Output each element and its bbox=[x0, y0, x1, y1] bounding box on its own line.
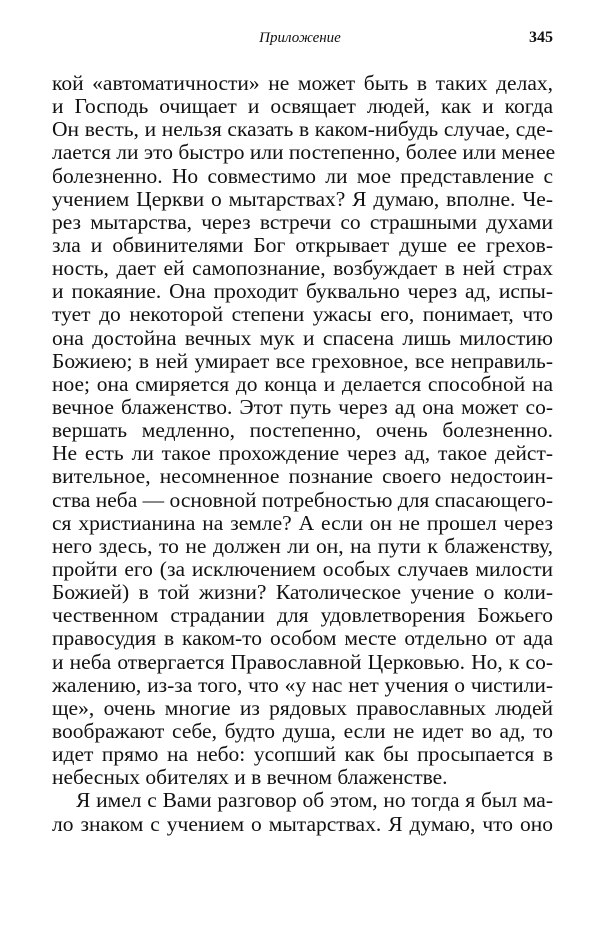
text-line: ства неба — основной потребностью для спасающего- bbox=[52, 487, 553, 512]
text-line: и неба отвергается Православной Церковью. Но, к со- bbox=[52, 649, 553, 674]
text-line: Он весть, и нельзя сказать в каком-нибудь случае, сде- bbox=[52, 117, 553, 142]
text-line: идет прямо на небо: усопший как бы просыпается в bbox=[52, 742, 553, 767]
running-header bbox=[0, 28, 600, 50]
text-line: вечное блаженство. Этот путь через ад она может со- bbox=[52, 394, 553, 419]
text-line: и покаяние. Она проходит буквально через ад, испы- bbox=[52, 279, 553, 304]
text-line: учением Церкви о мытарствах? Я думаю, вполне. Че- bbox=[52, 186, 553, 211]
text-line: рез мытарства, через встречи со страшными духами bbox=[52, 209, 553, 234]
text-line: жалению, из-за того, что «у нас нет учения о чистили- bbox=[52, 672, 553, 697]
paragraph bbox=[52, 789, 553, 835]
text-line: ность, дает ей самопознание, возбуждает в ней страх bbox=[52, 256, 553, 281]
page-number: 345 bbox=[529, 29, 553, 46]
text-line: пройти его (за исключением особых случаев милости bbox=[52, 556, 553, 581]
text-line: ся христианина на земле? А если он не прошел через bbox=[52, 510, 553, 535]
text-line: и Господь очищает и освящает людей, как и когда bbox=[52, 94, 553, 119]
text-line: болезненно. Но совместимо ли мое представление с bbox=[52, 163, 553, 188]
text-line: ло знаком с учением о мытарствах. Я думаю, что оно bbox=[52, 811, 553, 836]
text-line: Божиею; в ней умирает все греховное, все неправиль- bbox=[52, 348, 553, 373]
text-line: Не есть ли такое прохождение через ад, такое дейст- bbox=[52, 441, 553, 466]
text-line: Божией) в той жизни? Католическое учение о коли- bbox=[52, 580, 553, 605]
text-line: вительное, несомненное познание своего недостоин- bbox=[52, 464, 553, 489]
running-title: Приложение bbox=[259, 30, 341, 46]
text-line: небесных обителях и в вечном блаженстве. bbox=[52, 765, 448, 790]
text-line: правосудия в каком-то особом месте отдельно от ада bbox=[52, 626, 553, 651]
text-line: ное; она смиряется до конца и делается способной на bbox=[52, 371, 553, 396]
text-line: кой «автоматичности» не может быть в таких делах, bbox=[52, 71, 553, 95]
text-line: чественном страдании для удовлетворения Божьего bbox=[52, 603, 553, 628]
body-text bbox=[52, 71, 556, 836]
text-line: ще», очень многие из рядовых православных людей bbox=[52, 695, 553, 720]
text-line: зла и обвинителями Бог открывает душе ее грехов- bbox=[52, 232, 553, 257]
text-line: она достойна вечных мук и спасена лишь милостию bbox=[52, 325, 553, 350]
text-line: Я имел с Вами разговор об этом, но тогда я был ма- bbox=[76, 788, 553, 813]
text-line: вершать медленно, постепенно, очень болезненно. bbox=[52, 418, 553, 443]
text-line: него здесь, то не должен ли он, на пути к блаженству, bbox=[52, 533, 553, 558]
text-line: тует до некоторой степени ужасы его, понимает, что bbox=[52, 302, 553, 327]
paragraph bbox=[52, 71, 556, 790]
text-line: воображают себе, будто душа, если не идет во ад, то bbox=[52, 718, 553, 743]
text-line: лается ли это быстро или постепенно, более или менее bbox=[52, 140, 556, 165]
